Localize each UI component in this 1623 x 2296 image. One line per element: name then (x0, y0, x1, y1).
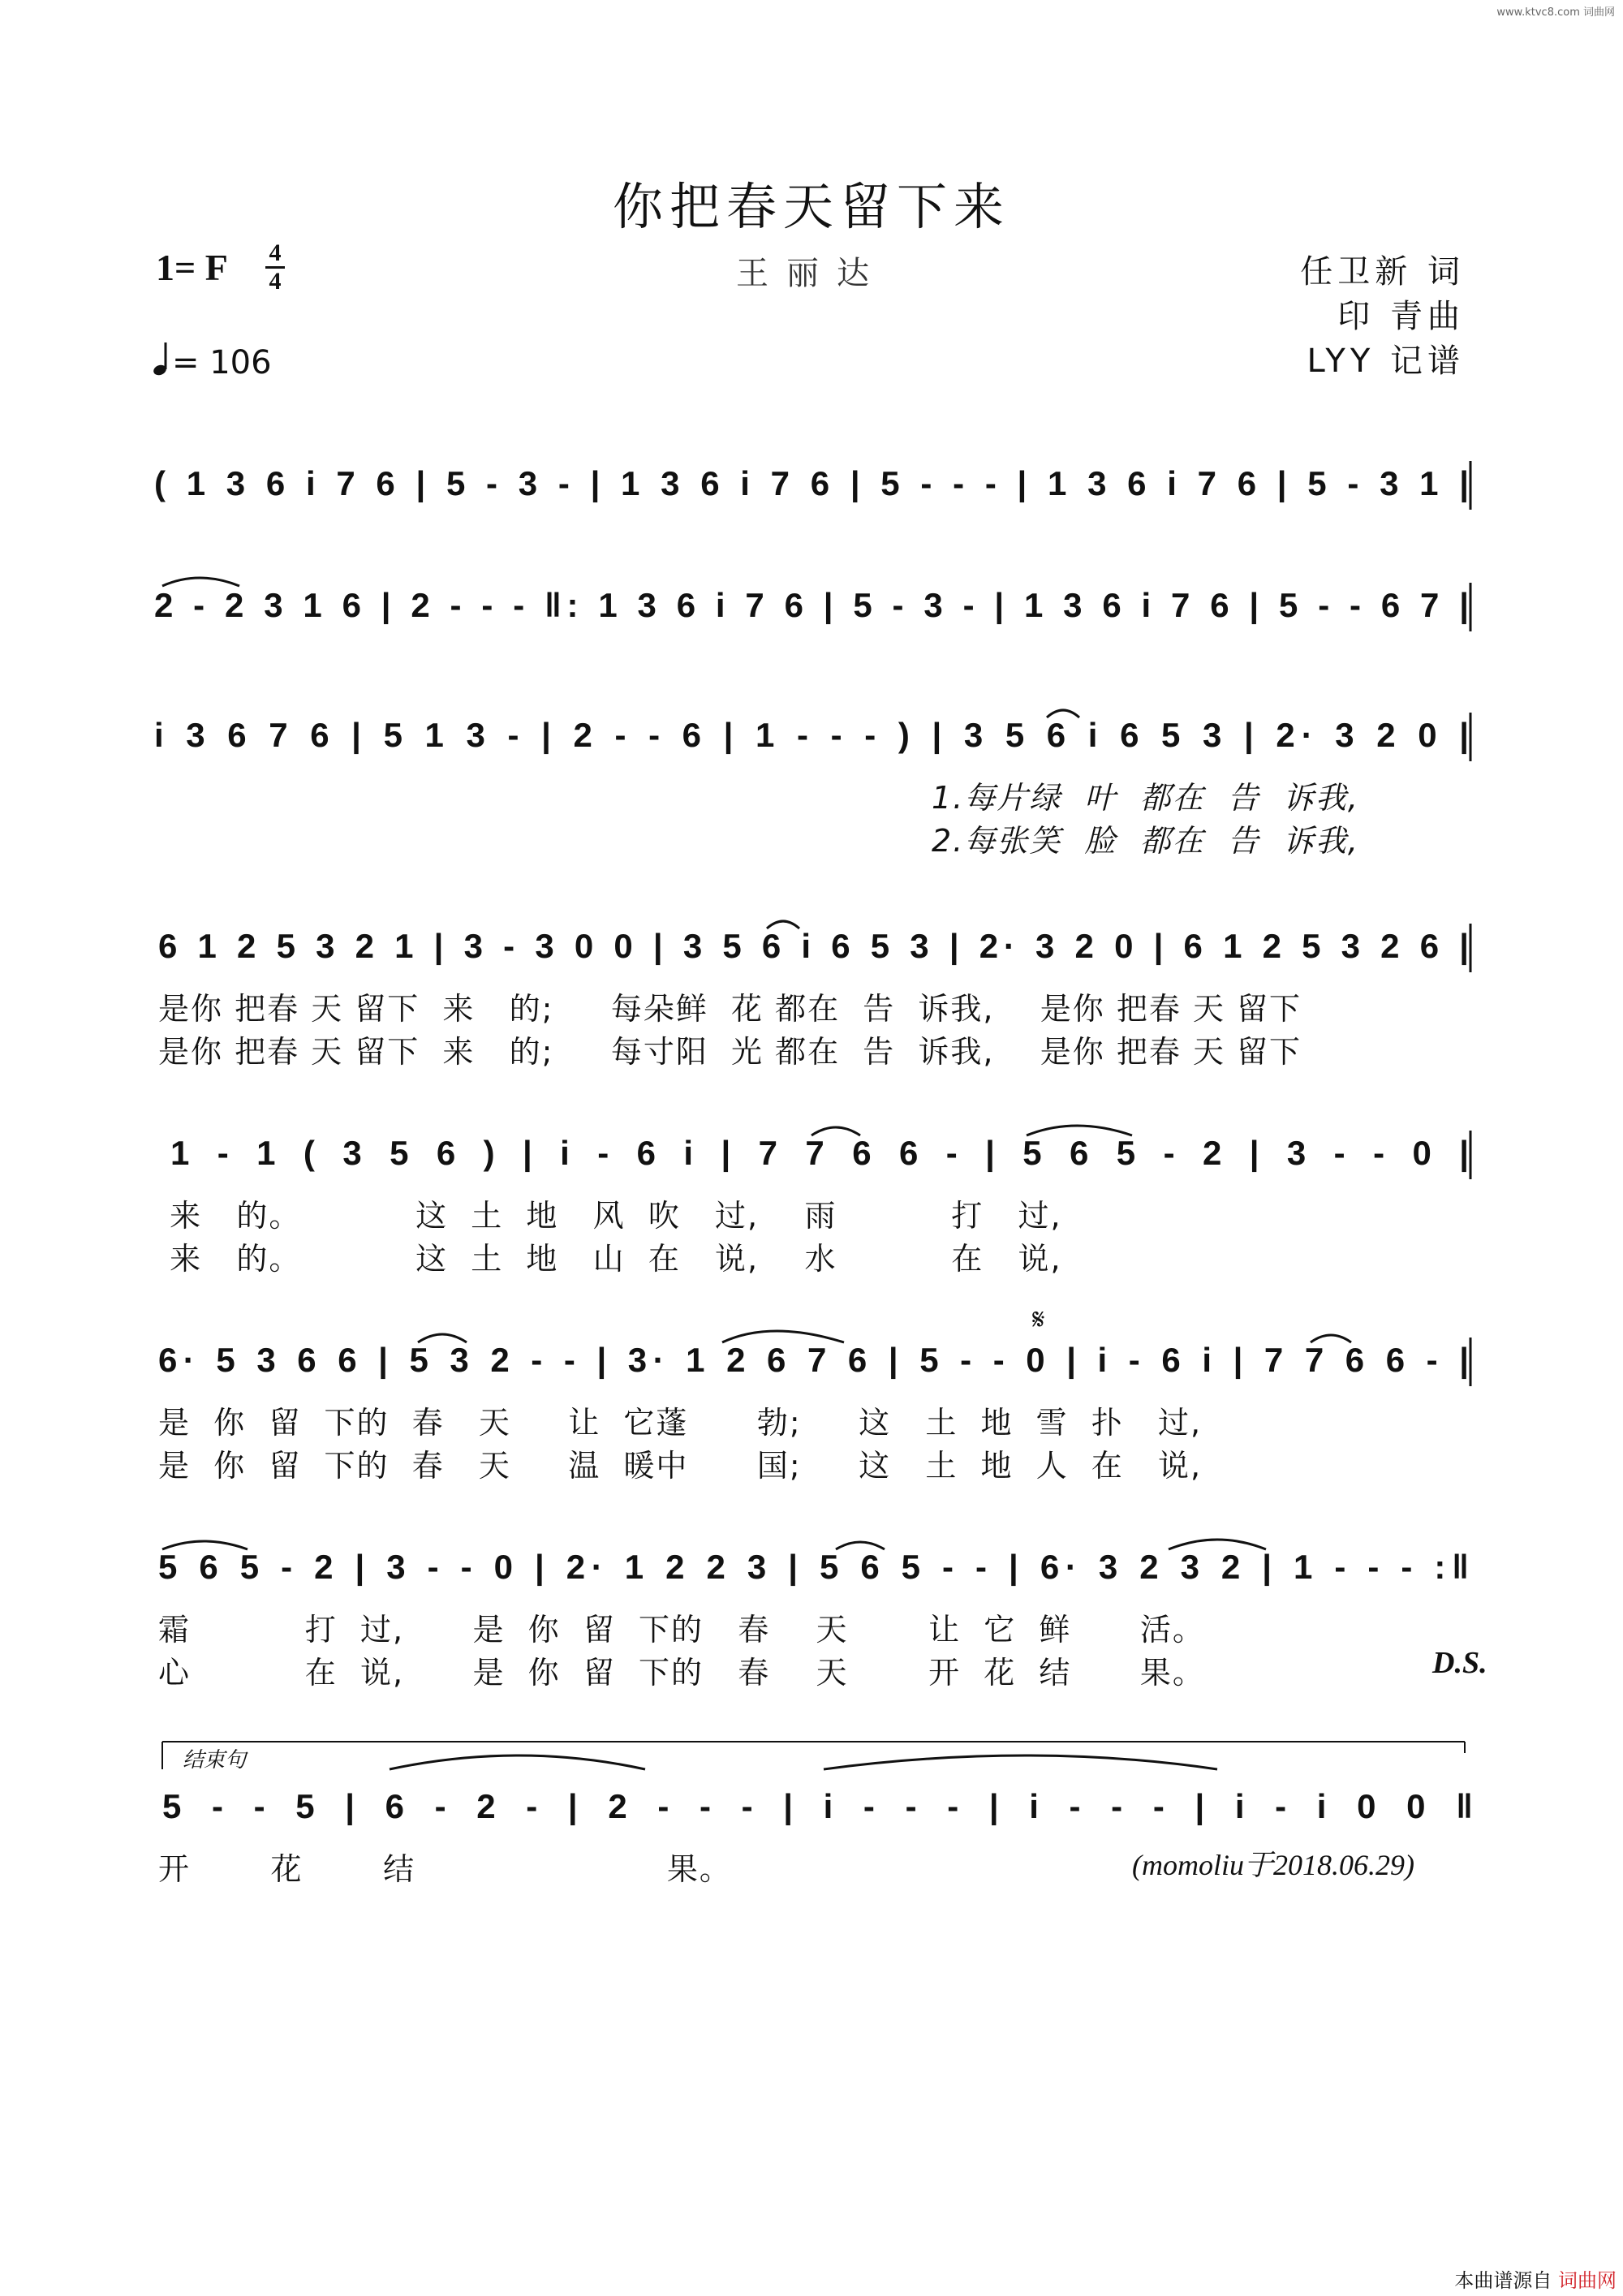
lyricist-credit: 任卫新 词 (1300, 253, 1465, 291)
segno-icon: 𝄋 (1032, 1303, 1045, 1337)
lyric-line-1: 1.每片绿 叶 都在 告 诉我, (932, 780, 1359, 816)
score-system-5 (0, 1124, 1623, 1286)
lyric-line-1: 霜 打 过, 是 你 留 下的 春 天 让 它 鲜 活。 (158, 1612, 1205, 1648)
tempo-marking (153, 341, 272, 381)
lyric-line-2: 是你 把春 天 留下 来 的; 每寸阳 光 都在 告 诉我, 是你 把春 天 留下 (158, 1034, 1302, 1070)
notation-line: i 3 6 7 6 | 5 1 3 - | 2 - - 6 | 1 - - - ) | 3 5 6 i 6 5 3 | 2· 3 2 0 | (154, 716, 1469, 754)
lyric-line-2: 2.每张笑 脸 都在 告 诉我, (932, 823, 1359, 859)
key-signature: 1= F (156, 247, 228, 288)
notation-line: 1 - 1 ( 3 5 6 ) | i - 6 i | 7 7 6 6 - | 5 6 5 - 2 | 3 - - 0 | (170, 1134, 1469, 1172)
lyric-line-1: 是你 把春 天 留下 来 的; 每朵鲜 花 都在 告 诉我, 是你 把春 天 留下 (158, 991, 1302, 1027)
transcriber-credit: LYY 记谱 (1307, 342, 1465, 380)
lyric-line-2: 来 的。 这 土 地 山 在 说, 水 在 说, (158, 1241, 1062, 1277)
score-system-2 (0, 576, 1623, 649)
score-system-7 (0, 1538, 1623, 1700)
notation-line: 6 1 2 5 3 2 1 | 3 - 3 0 0 | 3 5 6 i 6 5 3 | 2· 3 2 0 | 6 1 2 5 3 2 6 | (158, 927, 1470, 965)
notation-line: 6· 5 3 6 6 | 5 3 2 - - | 3· 1 2 6 7 6 | 5 - - 0 | i - 6 i | 7 7 6 6 - | (158, 1341, 1469, 1379)
lyric-line-1: 开 花 结 果。 (158, 1851, 732, 1887)
composer-credit: 印 青曲 (1337, 298, 1465, 335)
time-signature-top: 4 (269, 239, 282, 266)
score-system-1 (0, 454, 1623, 528)
transcriber-signature: (momoliu于2018.06.29) (1132, 1849, 1414, 1881)
score-system-6 (0, 1303, 1623, 1493)
lyric-line-1: 是 你 留 下的 春 天 让 它蓬 勃; 这 土 地 雪 扑 过, (158, 1405, 1203, 1441)
notation-line: 5 6 5 - 2 | 3 - - 0 | 2· 1 2 2 3 | 5 6 5 - - | 6· 3 2 3 2 | 1 - - - :‖ (158, 1548, 1470, 1586)
watermark: www.ktvc8.com 词曲网 (1496, 6, 1615, 19)
lyric-line-2: 心 在 说, 是 你 留 下的 春 天 开 花 结 果。 (158, 1655, 1205, 1691)
time-signature-bottom: 4 (269, 268, 282, 295)
time-signature (265, 239, 285, 295)
footer-site-link[interactable]: 词曲网 (1558, 2269, 1617, 2292)
quarter-note-icon (153, 341, 172, 377)
song-title: 你把春天留下来 (612, 177, 1010, 236)
singer-name: 王丽达 (736, 255, 887, 292)
footer-prefix: 本曲谱源自 (1454, 2269, 1552, 2292)
tempo-value: = 106 (172, 344, 272, 381)
score-system-ending (0, 1737, 1623, 1899)
notation-line: 5 - - 5 | 6 - 2 - | 2 - - - | i - - - | i - - - | i - i 0 0 ‖ (162, 1787, 1473, 1825)
score-system-3 (0, 706, 1623, 885)
notation-line: 2 - 2 3 1 6 | 2 - - - ‖: 1 3 6 i 7 6 | 5 - 3 - | 1 3 6 i 7 6 | 5 - - 6 7 | (154, 586, 1469, 624)
notation-line: ( 1 3 6 i 7 6 | 5 - 3 - | 1 3 6 i 7 6 | 5 - - - | 1 3 6 i 7 6 | 5 - 3 1 | (154, 464, 1470, 502)
source-footer (1454, 2264, 1617, 2293)
dal-segno-mark: D.S. (1432, 1646, 1487, 1680)
ending-label: 结束句 (183, 1748, 247, 1773)
lyric-line-1: 来 的。 这 土 地 风 吹 过, 雨 打 过, (158, 1198, 1062, 1234)
score-system-4 (0, 917, 1623, 1079)
lyric-line-2: 是 你 留 下的 春 天 温 暖中 国; 这 土 地 人 在 说, (158, 1448, 1203, 1484)
